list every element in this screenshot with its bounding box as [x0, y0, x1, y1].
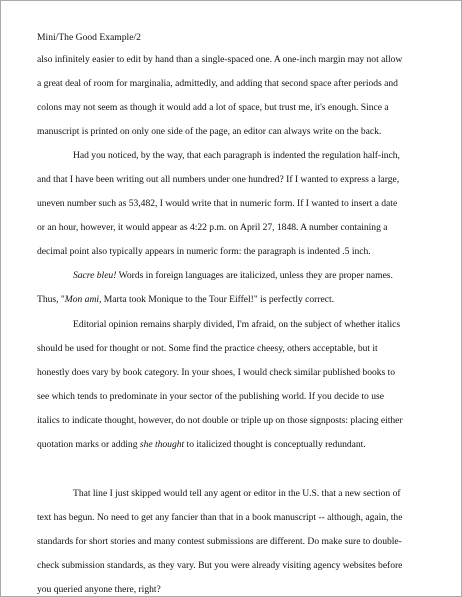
text-run: decimal point also typically appears in numeric form: the paragraph is indented .5 inch. [37, 246, 371, 257]
text-line [37, 246, 371, 258]
text-line [73, 270, 393, 282]
italic-text: Sacre bleu! [73, 270, 117, 281]
text-run: manuscript is printed on only one side of the page, an editor can always write on the back. [37, 126, 382, 137]
text-line [37, 584, 161, 596]
text-run: also infinitely easier to edit by hand than a single-spaced one. A one-inch margin may not allow [37, 54, 403, 65]
text-run: check submission standards, as they vary. But you were already visiting agency websites before [37, 560, 403, 571]
text-line [73, 319, 400, 331]
text-run: uneven number such as 53,482, I would write that in numeric form. If I wanted to insert a date [37, 198, 398, 209]
text-run: Thus, " [37, 294, 65, 305]
text-line [37, 367, 395, 379]
text-line [73, 488, 401, 500]
text-line [37, 415, 403, 427]
text-line [37, 198, 397, 210]
text-run: Editorial opinion remains sharply divided, I'm afraid, on the subject of whether italics [73, 319, 401, 330]
text-line [37, 126, 381, 138]
text-line [37, 536, 402, 548]
italic-text: she thought [139, 439, 185, 450]
text-line [37, 54, 402, 66]
text-run: Had you noticed, by the way, that each paragraph is indented the regulation half-inch, [73, 150, 400, 161]
text-line [37, 391, 384, 403]
text-run: to italicized thought is conceptually redundant. [184, 439, 366, 450]
text-line [37, 512, 402, 524]
text-run: Marta took Monique to the Tour Eiffel!" is perfectly correct. [101, 294, 335, 305]
text-run: should be used for thought or not. Some find the practice cheesy, others acceptable, but it [37, 343, 378, 354]
text-line [37, 294, 334, 306]
text-line [37, 560, 402, 572]
text-line [37, 78, 398, 90]
text-run: text has begun. No need to get any fancier than that in a book manuscript -- although, again, the [37, 512, 403, 523]
text-run: you queried anyone there, right? [37, 584, 161, 595]
text-run: and that I have been writing out all numbers under one hundred? If I wanted to express a large, [37, 174, 400, 185]
text-run: or an hour, however, it would appear as 4:22 p.m. on April 27, 1848. A number containing a [37, 222, 388, 233]
text-line [73, 150, 400, 162]
text-run: Words in foreign languages are italicized, unless they are proper names. [116, 270, 393, 281]
text-line [37, 439, 366, 451]
text-line [37, 174, 399, 186]
text-run: italics to indicate thought, however, do not double or triple up on those signposts: placing either [37, 415, 403, 426]
text-run: colons may not seem as though it would add a lot of space, but trust me, it's enough. Since a [37, 102, 389, 113]
text-line [37, 222, 387, 234]
text-line [37, 102, 389, 114]
italic-text: Mon ami, [64, 294, 102, 305]
running-head: Mini/The Good Example/2 [37, 32, 141, 43]
text-run: honestly does vary by book category. In your shoes, I would check similar published books to [37, 367, 396, 378]
text-run: That line I just skipped would tell any agent or editor in the U.S. that a new section of [73, 488, 401, 499]
text-run: see which tends to predominate in your sector of the publishing world. If you decide to use [37, 391, 384, 402]
text-run: quotation marks or adding [37, 439, 140, 450]
text-run: a great deal of room for marginalia, admittedly, and adding that second space after periods and [37, 78, 398, 89]
text-run: standards for short stories and many contest submissions are different. Do make sure to double- [37, 536, 402, 547]
text-line [37, 343, 378, 355]
